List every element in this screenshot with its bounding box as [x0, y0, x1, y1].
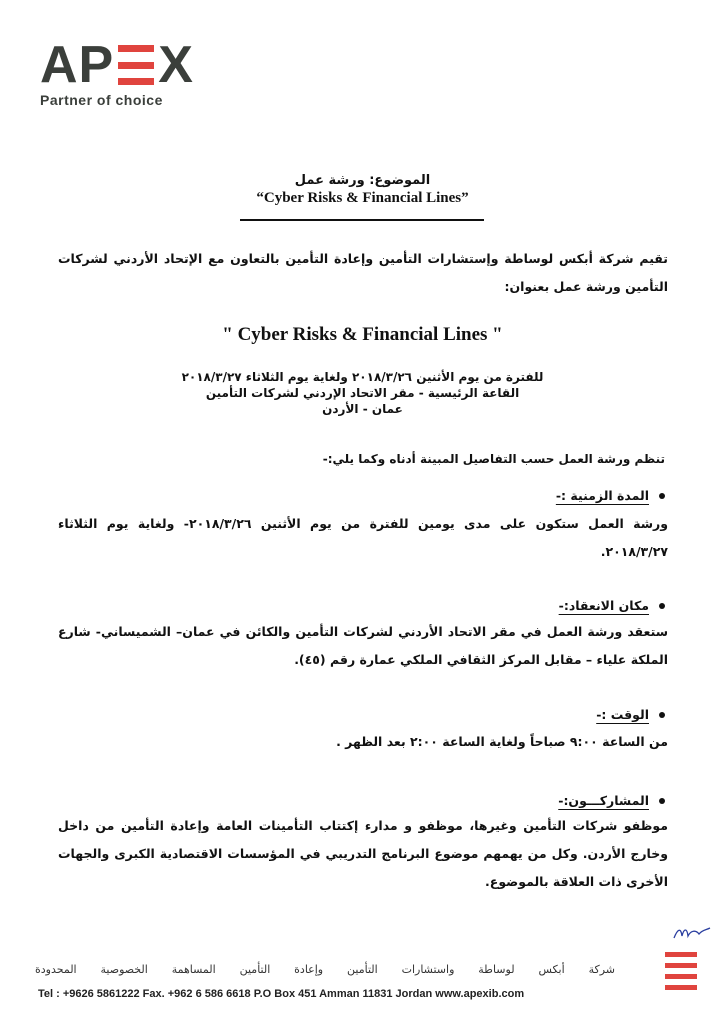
footer-brand-bars-icon: [665, 952, 697, 996]
section-heading-label: الوقت :-: [596, 707, 649, 722]
section-participants-body: موظفو شركات التأمين وغيرها، موظفو و مدارء إكتتاب التأمينات العامة وإعادة التأمين من داخل وخارج الأردن. وكل من يهمهم موضوع البرنامج التدريبي في المؤسسات الاقتصادية الكبرى والجهات الأخرى ذات العلاقة بالموضوع.: [58, 818, 668, 889]
workshop-title: " Cyber Risks & Financial Lines ": [222, 324, 503, 345]
section-venue-body: ستعقد ورشة العمل في مقر الاتحاد الأردني لشركات التأمين والكائن في عمان– الشميساني- شارع الملكة علياء – مقابل المركز الثقافي الملكي عمارة رقم (٤٥).: [58, 624, 668, 667]
section-heading-label: المشاركـــون:-: [558, 793, 649, 808]
bullet-icon: [659, 712, 665, 718]
section-time-heading: [596, 707, 665, 722]
section-duration-heading: [556, 488, 665, 503]
footer-contact: Tel : +9626 5861222 Fax. +962 6 586 6618 P.O Box 451 Amman 11831 Jordan www.apexib.com: [38, 988, 525, 1000]
organization-line: تنظم ورشة العمل حسب التفاصيل المبينة أدناه وكما يلي:-: [322, 452, 665, 466]
subject-underline: [240, 219, 484, 221]
bullet-icon: [659, 603, 665, 609]
intro-paragraph: تقيم شركة أبكس لوساطة وإستشارات التأمين وإعادة التأمين بالتعاون مع الإتحاد الأردني لشركات التأمين ورشة عمل بعنوان:: [58, 251, 668, 294]
section-duration-body: ورشة العمل ستكون على مدى يومين للفترة من يوم الأثنين ٢٠١٨/٣/٢٦- ولغاية يوم الثلاثاء ٢٠١٨/٣/٢٧.: [58, 516, 668, 559]
bullet-icon: [659, 798, 665, 804]
logo-letters-left: AP: [40, 36, 115, 94]
section-time-body: من الساعة ٩:٠٠ صباحاً ولغاية الساعة ٢:٠٠ بعد الظهر .: [336, 734, 668, 749]
footer-company-name: شركة أبكس لوساطة واستشارات التأمين وإعادة التأمين المساهمة الخصوصية المحدودة: [35, 963, 615, 976]
apex-logo: [40, 36, 210, 115]
bullet-icon: [659, 493, 665, 499]
signature-icon: [672, 924, 712, 942]
section-heading-label: المدة الزمنية :-: [555, 488, 649, 503]
subject-arabic: الموضوع: ورشة عمل: [294, 173, 431, 188]
subject-english: “Cyber Risks & Financial Lines”: [256, 190, 469, 206]
details-hall: القاعة الرئيسية - مقر الاتحاد الإردني لشركات التأمين: [205, 386, 520, 400]
section-venue-heading: [559, 598, 665, 613]
section-heading-label: مكان الانعقاد:-: [558, 598, 649, 613]
logo-e-bars-icon: [118, 45, 154, 85]
logo-letters-right: X: [158, 36, 194, 94]
section-participants-heading: [558, 793, 665, 808]
details-city: عمان - الأردن: [322, 402, 403, 416]
workshop-details: [0, 369, 725, 417]
logo-tagline: Partner of choice: [40, 92, 163, 108]
details-period: للفترة من يوم الأثنين ٢٠١٨/٣/٢٦ ولغاية يوم الثلاثاء ٢٠١٨/٣/٢٧: [181, 370, 544, 384]
logo-wordmark: [40, 36, 210, 94]
